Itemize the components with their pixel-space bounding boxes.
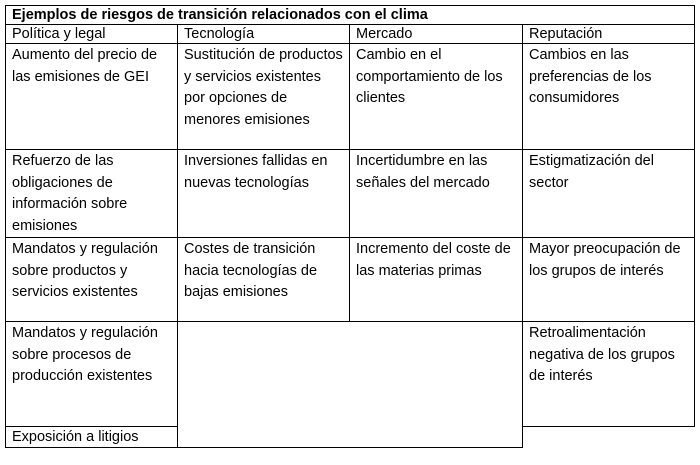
table-cell: Mandatos y regulación sobre productos y servicios existentes bbox=[6, 238, 178, 322]
table-cell: Exposición a litigios bbox=[6, 427, 178, 448]
climate-risk-table-container bbox=[5, 5, 694, 448]
table-cell: Sustitución de productos y servicios existentes por opciones de menores emisiones bbox=[178, 44, 350, 150]
table-cell: Incertidumbre en las señales del mercado bbox=[350, 150, 523, 238]
table-title-row bbox=[6, 6, 695, 25]
table-cell: Retroalimentación negativa de los grupos de interés bbox=[523, 322, 695, 427]
table-cell: Incremento del coste de las materias primas bbox=[350, 238, 523, 322]
table-cell: Aumento del precio de las emisiones de GEI bbox=[6, 44, 178, 150]
table-cell: Refuerzo de las obligaciones de información sobre emisiones bbox=[6, 150, 178, 238]
table-row bbox=[6, 150, 695, 238]
table-cell: Cambio en el comportamiento de los clientes bbox=[350, 44, 523, 150]
table-cell: Mayor preocupación de los grupos de interés bbox=[523, 238, 695, 322]
table-row bbox=[6, 238, 695, 322]
table-cell-empty bbox=[523, 427, 695, 448]
table-title: Ejemplos de riesgos de transición relacionados con el clima bbox=[6, 6, 695, 25]
table-cell: Cambios en las preferencias de los consumidores bbox=[523, 44, 695, 150]
table-row bbox=[6, 44, 695, 150]
table-cell-empty-merged bbox=[178, 322, 523, 448]
table-header-row bbox=[6, 25, 695, 44]
table-row bbox=[6, 322, 695, 427]
table-cell: Mandatos y regulación sobre procesos de producción existentes bbox=[6, 322, 178, 427]
column-header-mercado: Mercado bbox=[350, 25, 523, 44]
table-cell: Estigmatización del sector bbox=[523, 150, 695, 238]
table-cell: Inversiones fallidas en nuevas tecnologías bbox=[178, 150, 350, 238]
column-header-politica: Política y legal bbox=[6, 25, 178, 44]
climate-risk-table bbox=[5, 5, 695, 448]
table-cell: Costes de transición hacia tecnologías de bajas emisiones bbox=[178, 238, 350, 322]
column-header-reputacion: Reputación bbox=[523, 25, 695, 44]
column-header-tecnologia: Tecnología bbox=[178, 25, 350, 44]
